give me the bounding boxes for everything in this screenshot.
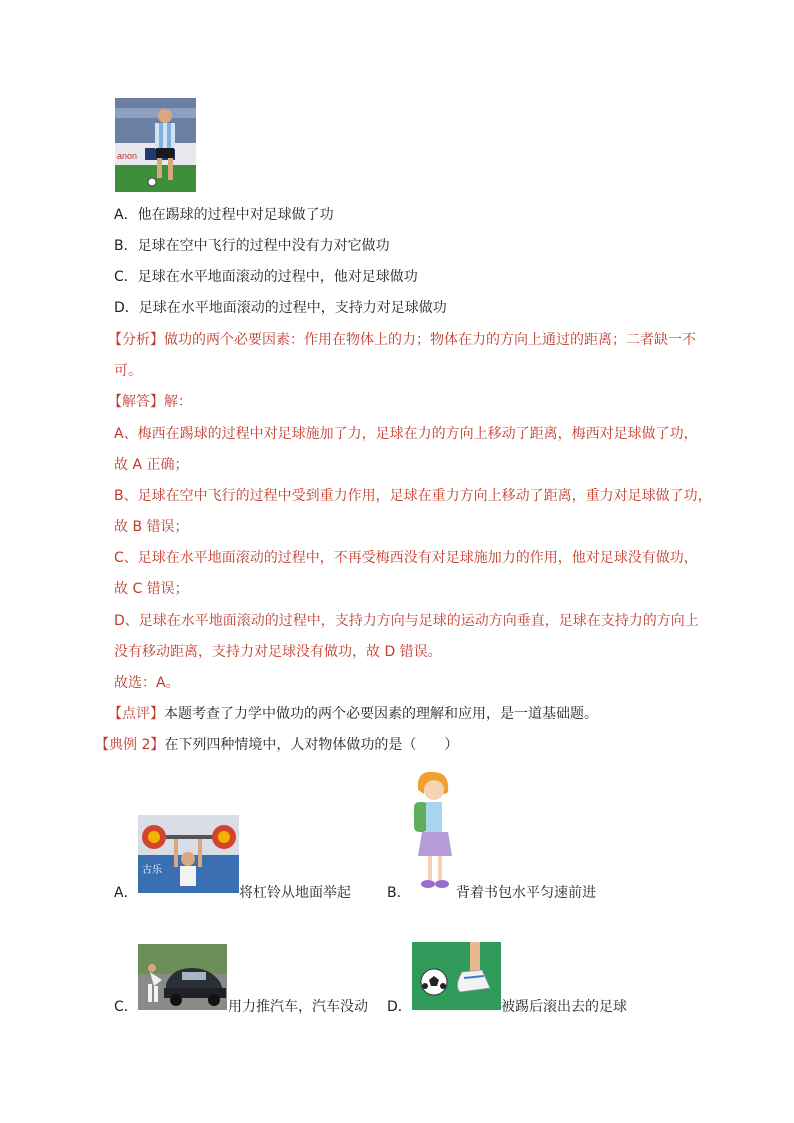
kicked-ball-photo	[412, 942, 501, 1010]
q2-stem-line	[95, 735, 458, 755]
analysis-text-1: 做功的两个必要因素：作用在物体上的力；物体在力的方向上通过的距离；二者缺一不	[164, 332, 696, 348]
q2-option-a-text: 将杠铃从地面举起	[239, 885, 351, 901]
q2-option-c-text: 用力推汽车，汽车没动	[228, 999, 368, 1015]
q1-option-c: C．足球在水平地面滚动的过程中，他对足球做功	[114, 269, 418, 285]
q1-option-a: A．他在踢球的过程中对足球做了功	[114, 207, 334, 223]
q2-option-b-letter: B．	[387, 885, 411, 901]
q2-tag: 【典例 2】	[95, 737, 165, 753]
svg-text:anon: anon	[117, 151, 138, 161]
answer-line-1: A、梅西在踢球的过程中对足球施加了力，足球在力的方向上移动了距离，梅西对足球做了功，	[114, 426, 698, 442]
answer-line-5: C、足球在水平地面滚动的过程中，不再受梅西没有对足球施加力的作用，他对足球没有做功，	[114, 550, 698, 566]
answer-line-3: B、足球在空中飞行的过程中受到重力作用，足球在重力方向上移动了距离，重力对足球做了功，	[114, 488, 712, 504]
q2-option-d-letter: D．	[387, 999, 412, 1015]
analysis-tag: 【分析】	[108, 332, 164, 348]
answer-choice: 故选：A。	[114, 675, 180, 691]
q2-option-b-text: 背着书包水平匀速前进	[456, 885, 596, 901]
svg-text:古乐: 古乐	[142, 865, 162, 876]
q1-option-d: D．足球在水平地面滚动的过程中，支持力对足球做功	[114, 300, 447, 316]
push-car-photo	[138, 944, 227, 1010]
analysis-line-1	[108, 330, 696, 350]
answer-line-7: D、足球在水平地面滚动的过程中，支持力方向与足球的运动方向垂直，足球在支持力的方向上	[114, 613, 699, 629]
analysis-text-2: 可。	[114, 363, 142, 379]
comment-line	[108, 704, 598, 724]
answer-line-2: 故 A 正确；	[114, 457, 189, 473]
weightlifter-photo	[138, 815, 239, 893]
answer-header	[108, 392, 192, 412]
girl-backpack-illustration	[408, 768, 458, 893]
q2-option-d-text: 被踢后滚出去的足球	[501, 999, 627, 1015]
answer-line-8: 没有移动距离，支持力对足球没有做功，故 D 错误。	[114, 644, 442, 660]
comment-tag: 【点评】	[108, 706, 164, 722]
q2-option-a-letter: A．	[114, 885, 138, 901]
answer-line-6: 故 C 错误；	[114, 581, 189, 597]
answer-line-4: 故 B 错误；	[114, 519, 189, 535]
comment-text: 本题考查了力学中做功的两个必要因素的理解和应用，是一道基础题。	[164, 706, 598, 722]
q2-stem: 在下列四种情境中，人对物体做功的是（ ）	[164, 737, 459, 753]
answer-head: 解：	[164, 394, 192, 410]
q1-option-b: B．足球在空中飞行的过程中没有力对它做功	[114, 238, 390, 254]
answer-tag: 【解答】	[108, 394, 164, 410]
q2-option-c-letter: C．	[114, 999, 138, 1015]
soccer-player-photo	[115, 98, 196, 192]
